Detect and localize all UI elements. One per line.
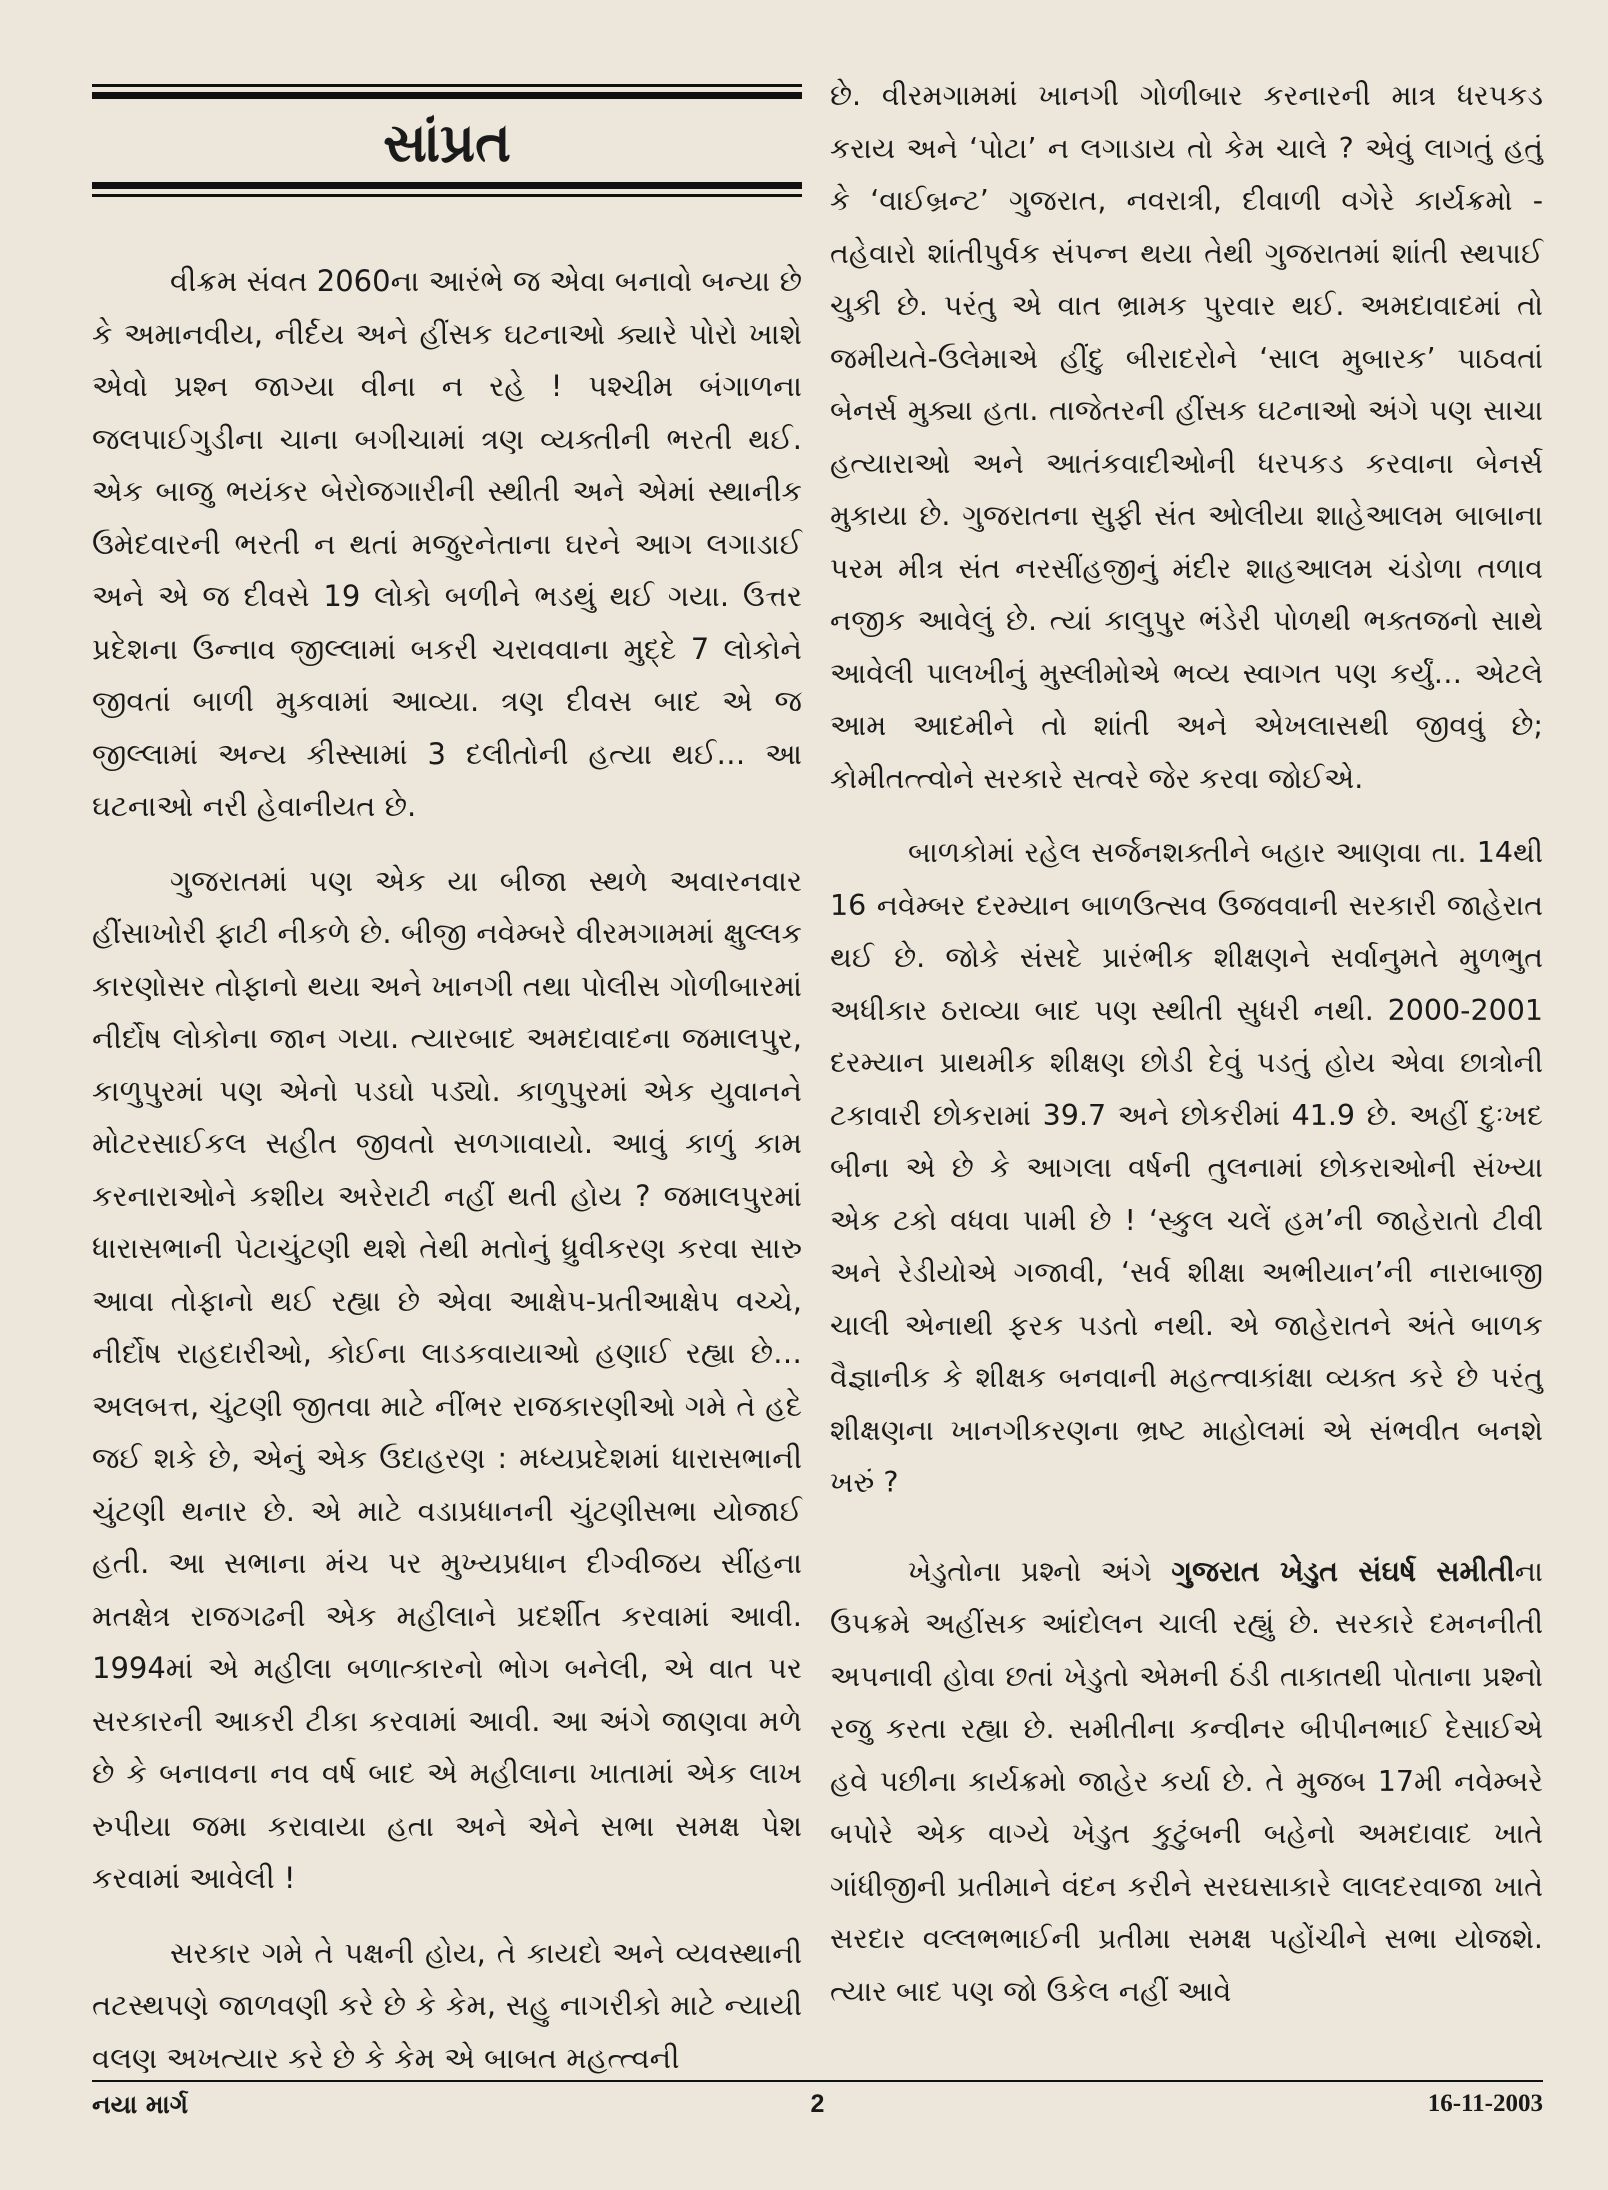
left-column <box>92 70 802 2106</box>
article-paragraph: છે. વીરમગામમાં ખાનગી ગોળીબાર કરનારની માત્ર ધરપકડ કરાય અને ‘પોટા’ ન લગાડાય તો કેમ ચાલે ? એવું લાગતું હતું કે ‘વાઈબ્રન્ટ’ ગુજરાત, નવરાત્રી, દીવાળી વગેરે કાર્યક્રમો - તહેવારો શાંતીપુર્વક સંપન્ન થયા તેથી ગુજરાતમાં શાંતી સ્થપાઈ ચુકી છે. પરંતુ એ વાત ભ્રામક પુરવાર થઈ. અમદાવાદમાં તો જમીયતે-ઉલેમાએ હીંદુ બીરાદરોને ‘સાલ મુબારક’ પાઠવતાં બેનર્સ મુક્યા હતા. તાજેતરની હીંસક ઘટનાઓ અંગે પણ સાચા હત્યારાઓ અને આતંકવાદીઓની ધરપકડ કરવાના બેનર્સ મુકાયા છે. ગુજરાતના સુફી સંત ઓલીયા શાહેઆલમ બાબાના પરમ મીત્ર સંત નરસીંહજીનું મંદીર શાહઆલમ ચંડોળા તળાવ નજીક આવેલું છે. ત્યાં કાલુપુર ભંડેરી પોળથી ભક્તજનો સાથે આવેલી પાલખીનું મુસ્લીમોએ ભવ્ય સ્વાગત પણ કર્યું… એટલે આમ આદમીને તો શાંતી અને એખલાસથી જીવવું છે; કોમીતત્ત્વોને સરકારે સત્વરે જેર કરવા જોઈએ. <box>830 79 1543 795</box>
article-paragraph: વીક્રમ સંવત 2060ના આરંભે જ એવા બનાવો બન્યા છે કે અમાનવીય, નીર્દય અને હીંસક ઘટનાઓ ક્યારે પોરો ખાશે એવો પ્રશ્ન જાગ્યા વીના ન રહે ! પશ્ચીમ બંગાળના જલપાઈગુડીના ચાના બગીચામાં ત્રણ વ્યક્તીની ભરતી થઈ. એક બાજુ ભયંકર બેરોજગારીની સ્થીતી અને એમાં સ્થાનીક ઉમેદવારની ભરતી ન થતાં મજુરનેતાના ઘરને આગ લગાડાઈ અને એ જ દીવસે 19 લોકો બળીને ભડથું થઈ ગયા. ઉત્તર પ્રદેશના ઉન્નાવ જીલ્લામાં બકરી ચરાવવાના મુદ્દે 7 લોકોને જીવતાં બાળી મુકવામાં આવ્યા. ત્રણ દીવસ બાદ એ જ જીલ્લામાં અન્ય કીસ્સામાં 3 દલીતોની હત્યા થઈ… આ ઘટનાઓ નરી હેવાનીયત છે. <box>92 264 802 823</box>
article-paragraph: ગુજરાતમાં પણ એક યા બીજા સ્થળે અવારનવાર હીંસાખોરી ફાટી નીકળે છે. બીજી નવેમ્બરે વીરમગામમાં ક્ષુલ્લક કારણોસર તોફાનો થયા અને ખાનગી તથા પોલીસ ગોળીબારમાં નીર્દોષ લોકોના જાન ગયા. ત્યારબાદ અમદાવાદના જમાલપુર, કાળુપુરમાં પણ એનો પડઘો પડ્યો. કાળુપુરમાં એક યુવાનને મોટરસાઈકલ સહીત જીવતો સળગાવાયો. આવું કાળું કામ કરનારાઓને કશીય અરેરાટી નહીં થતી હોય ? જમાલપુરમાં ધારાસભાની પેટાચુંટણી થશે તેથી મતોનું ધ્રુવીકરણ કરવા સારુ આવા તોફાનો થઈ રહ્યા છે એવા આક્ષેપ-પ્રતીઆક્ષેપ વચ્ચે, નીર્દોષ રાહદારીઓ, કોઈના લાડકવાયાઓ હણાઈ રહ્યા છે… અલબત્ત, ચુંટણી જીતવા માટે નીંભર રાજકારણીઓ ગમે તે હદે જઈ શકે છે, એનું એક ઉદાહરણ : મધ્યપ્રદેશમાં ધારાસભાની ચુંટણી થનાર છે. એ માટે વડાપ્રધાનની ચુંટણીસભા યોજાઈ હતી. આ સભાના મંચ પર મુખ્યપ્રધાન દીગ્વીજય સીંહના મતક્ષેત્ર રાજગઢની એક મહીલાને પ્રદર્શીત કરવામાં આવી. 1994માં એ મહીલા બળાત્કારનો ભોગ બનેલી, એ વાત પર સરકારની આકરી ટીકા કરવામાં આવી. આ અંગે જાણવા મળે છે કે બનાવના નવ વર્ષ બાદ એ મહીલાના ખાતામાં એક લાખ રુપીયા જમા કરાવાયા હતા અને એને સભા સમક્ષ પેશ કરવામાં આવેલી ! <box>92 863 802 1895</box>
page-number: 2 <box>810 2090 825 2118</box>
section-title: સાંપ્રત <box>383 111 511 174</box>
article-paragraph <box>830 1546 1543 2019</box>
header-rule-thin-top <box>92 84 802 87</box>
right-column <box>830 70 1543 2040</box>
footer-rule <box>92 2080 1543 2082</box>
page-footer <box>92 2090 1543 2130</box>
header-rule-thick-bottom <box>92 182 802 189</box>
organization-name: ગુજરાત ખેડુત સંઘર્ષ સમીતી <box>1171 1554 1515 1588</box>
issue-date: 16-11-2003 <box>1427 2090 1543 2117</box>
paragraph-text: ના ઉપક્રમે અહીંસક આંદોલન ચાલી રહ્યું છે. સરકારે દમનનીતી અપનાવી હોવા છતાં ખેડુતો એમની ઠંડી તાકાતથી પોતાના પ્રશ્નો રજુ કરતા રહ્યા છે. સમીતીના કન્વીનર બીપીનભાઈ દેસાઈએ હવે પછીના કાર્યક્રમો જાહેર કર્યા છે. તે મુજબ 17મી નવેમ્બરે બપોરે એક વાગ્યે ખેડુત કુટુંબની બહેનો અમદાવાદ ખાતે ગાંધીજીની પ્રતીમાને વંદન કરીને સરઘસાકારે લાલદરવાજા ખાતે સરદાર વલ્લભભાઈની પ્રતીમા સમક્ષ પહોંચીને સભા યોજશે. ત્યાર બાદ પણ જો ઉકેલ નહીં આવે <box>830 1554 1543 2008</box>
header-rule-thin-bottom <box>92 194 802 197</box>
article-paragraph: સરકાર ગમે તે પક્ષની હોય, તે કાયદો અને વ્યવસ્થાની તટસ્થપણે જાળવણી કરે છે કે કેમ, સહુ નાગરીકો માટે ન્યાયી વલણ અખત્યાર કરે છે કે કેમ એ બાબત મહત્ત્વની <box>92 1935 802 2075</box>
header-rule-thick-top <box>92 92 802 99</box>
publication-name: નયા માર્ગ <box>92 2090 188 2119</box>
section-header <box>92 70 802 220</box>
article-paragraph: બાળકોમાં રહેલ સર્જનશક્તીને બહાર આણવા તા. 14થી 16 નવેમ્બર દરમ્યાન બાળઉત્સવ ઉજવવાની સરકારી જાહેરાત થઈ છે. જોકે સંસદે પ્રારંભીક શીક્ષણને સર્વાનુમતે મુળભુત અધીકાર ઠરાવ્યા બાદ પણ સ્થીતી સુધરી નથી. 2000-2001 દરમ્યાન પ્રાથમીક શીક્ષણ છોડી દેવું પડતું હોય એવા છાત્રોની ટકાવારી છોકરામાં 39.7 અને છોકરીમાં 41.9 છે. અહીં દુઃખદ બીના એ છે કે આગલા વર્ષની તુલનામાં છોકરાઓની સંખ્યા એક ટકો વધવા પામી છે ! ‘સ્કુલ ચલેં હમ’ની જાહેરાતો ટીવી અને રેડીયોએ ગજાવી, ‘સર્વ શીક્ષા અભીયાન’ની નારાબાજી ચાલી એનાથી ફરક પડતો નથી. એ જાહેરાતને અંતે બાળક વૈજ્ઞાનીક કે શીક્ષક બનવાની મહત્ત્વાકાંક્ષા વ્યક્ત કરે છે પરંતુ શીક્ષણના ખાનગીકરણના ભ્રષ્ટ માહોલમાં એ સંભવીત બનશે ખરું ? <box>830 836 1543 1499</box>
paragraph-text: ખેડુતોના પ્રશ્નો અંગે <box>908 1554 1172 1588</box>
